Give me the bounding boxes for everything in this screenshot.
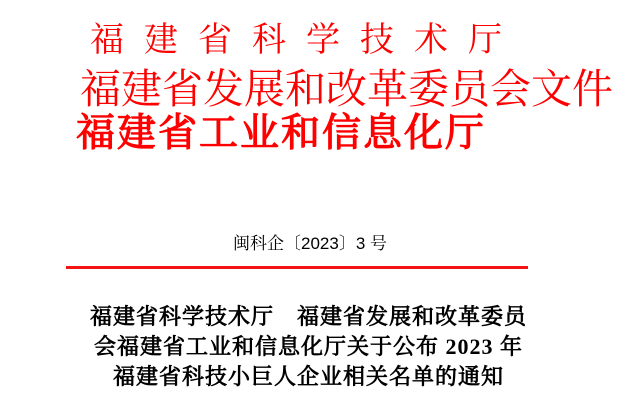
letterhead-agency-development-reform: 福建省发展和改革委员会文件 <box>80 66 613 112</box>
document-title-line-2: 会福建省工业和信息化厅关于公布 2023 年 <box>93 334 523 359</box>
letterhead-agency-science-tech: 福建省科学技术厅 <box>90 21 522 59</box>
red-divider-line <box>66 266 528 269</box>
document-title <box>0 302 617 392</box>
document-title-line-1: 福建省科学技术厅 福建省发展和改革委员 <box>89 304 527 329</box>
letterhead-agency-industry-information: 福建省工业和信息化厅 <box>76 112 487 155</box>
document-number: 闽科企〔2023〕3 号 <box>233 234 387 253</box>
document-title-line-3: 福建省科技小巨人企业相关名单的通知 <box>112 364 504 389</box>
